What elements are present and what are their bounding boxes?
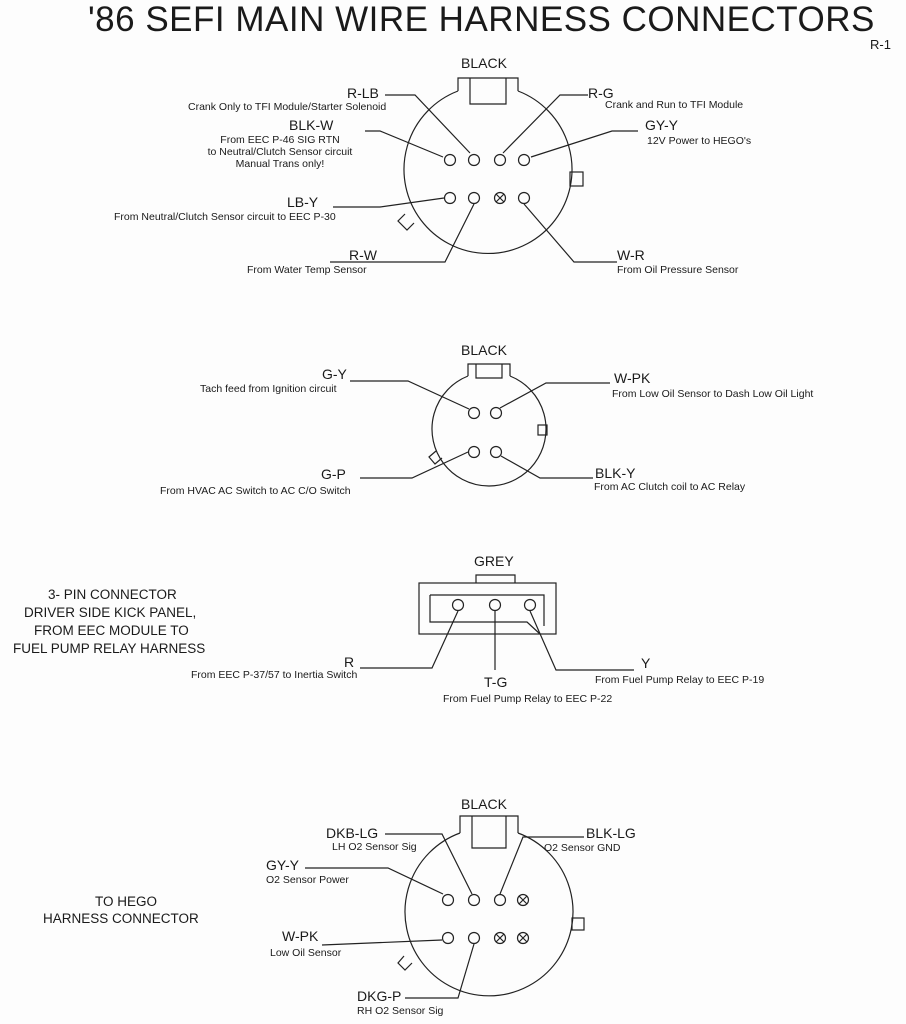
wire-code: DKB-LG [326,825,379,841]
connector-4-leader-lines [305,834,584,998]
wire-description: Manual Trans only! [235,158,325,170]
page-number: R-1 [870,37,891,52]
pin [443,895,454,906]
pin [445,193,456,204]
wire-description: From Low Oil Sensor to Dash Low Oil Light [612,388,814,400]
pin-plugged [495,193,506,204]
pin [490,600,501,611]
wire-code: R-G [588,85,614,101]
wire-description: From EEC P-37/57 to Inertia Switch [191,669,358,681]
wire-description: Crank and Run to TFI Module [605,99,744,111]
wire-description: Low Oil Sensor [270,947,342,959]
pin [495,895,506,906]
connector-3-note-line: FROM EEC MODULE TO [34,623,189,638]
connector-2-pins [469,408,502,458]
wire-description: From Water Temp Sensor [247,264,367,276]
connector-4-note-line: TO HEGO [95,894,158,909]
connector-2-leader-lines [350,381,610,478]
wire-code: Y [641,655,651,671]
connector-2-color-label: BLACK [461,342,507,358]
wire-description: LH O2 Sensor Sig [332,841,417,853]
connector-4-note-line: HARNESS CONNECTOR [43,911,199,926]
wire-code: G-P [321,466,346,482]
connector-3-note-line: FUEL PUMP RELAY HARNESS [13,641,206,656]
pin [469,895,480,906]
connector-4-color-label: BLACK [461,796,507,812]
wire-code: BLK-W [289,117,334,133]
pin-plugged [495,933,506,944]
connector-1-leader-lines [330,95,638,262]
wire-code: W-R [617,247,645,263]
connector-2-body [429,364,547,486]
wire-code: GY-Y [266,857,299,873]
wire-code: R-LB [347,85,379,101]
connector-3-pins [453,600,536,611]
wire-description: O2 Sensor GND [544,842,621,854]
pin-plugged [518,933,529,944]
wire-description: 12V Power to HEGO's [647,135,752,147]
pin [519,155,530,166]
wire-description: to Neutral/Clutch Sensor circuit [207,146,353,158]
wire-description: RH O2 Sensor Sig [357,1005,444,1017]
pin [469,155,480,166]
wire-description: From AC Clutch coil to AC Relay [594,481,746,493]
wire-code: BLK-LG [586,825,636,841]
connector-1-body [398,78,583,253]
connector-1-pins [445,155,530,204]
wire-description: O2 Sensor Power [266,874,349,886]
pin [491,408,502,419]
wire-code: W-PK [614,370,651,386]
wire-code: R-W [349,247,377,263]
wire-code: T-G [484,674,508,690]
pin [519,193,530,204]
page-title: '86 SEFI MAIN WIRE HARNESS CONNECTORS [88,0,875,39]
pin [525,600,536,611]
wire-description: From EEC P-46 SIG RTN [220,134,340,146]
wire-code: GY-Y [645,117,678,133]
wire-description: From Fuel Pump Relay to EEC P-19 [595,674,765,686]
connector-1-color-label: BLACK [461,55,507,71]
pin [469,447,480,458]
pin [443,933,454,944]
pin [469,193,480,204]
wire-code: LB-Y [287,194,319,210]
pin [453,600,464,611]
wire-description: From Fuel Pump Relay to EEC P-22 [443,693,613,705]
wire-description: From HVAC AC Switch to AC C/O Switch [160,485,351,497]
wire-code: R [344,654,355,670]
connector-3-note-line: 3- PIN CONNECTOR [48,587,177,602]
pin [469,408,480,419]
connector-3-color-label: GREY [474,553,514,569]
connector-4-pins [443,895,529,944]
connector-3-leader-lines [360,611,634,670]
pin [445,155,456,166]
pin-plugged [518,895,529,906]
wire-code: DKG-P [357,988,402,1004]
wire-code: G-Y [322,366,347,382]
pin [495,155,506,166]
wire-description: From Oil Pressure Sensor [617,264,739,276]
wire-description: Tach feed from Ignition circuit [200,383,337,395]
wire-code: W-PK [282,928,319,944]
pin [491,447,502,458]
wire-description: Crank Only to TFI Module/Starter Solenoid [188,101,387,113]
pin [469,933,480,944]
connector-3-note-line: DRIVER SIDE KICK PANEL, [24,605,197,620]
wire-code: BLK-Y [595,465,636,481]
wire-description: From Neutral/Clutch Sensor circuit to EEC P-30 [114,211,336,223]
